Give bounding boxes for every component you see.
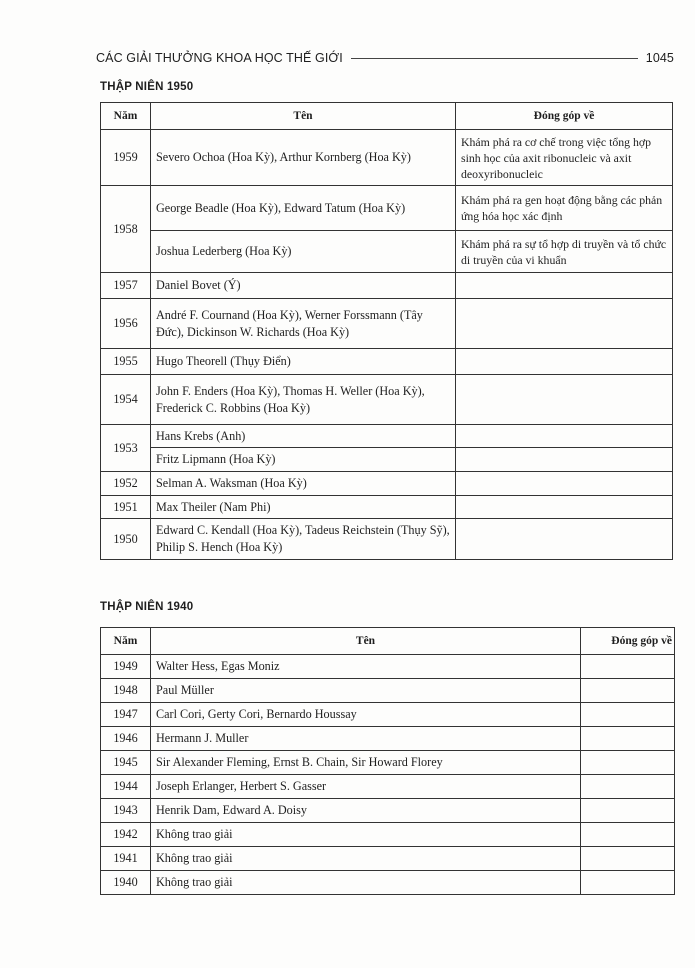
year-cell: 1951	[101, 496, 151, 519]
contribution-cell	[581, 775, 675, 799]
year-cell: 1946	[101, 727, 151, 751]
name-cell: Joshua Lederberg (Hoa Kỳ)	[151, 231, 456, 273]
name-cell: Không trao giải	[151, 871, 581, 895]
year-cell: 1943	[101, 799, 151, 823]
col-header-name: Tên	[151, 103, 456, 130]
table-row	[101, 519, 673, 560]
table-header-row	[101, 103, 673, 130]
name-cell: Selman A. Waksman (Hoa Kỳ)	[151, 472, 456, 496]
name-cell: Daniel Bovet (Ý)	[151, 273, 456, 299]
name-cell: Hermann J. Muller	[151, 727, 581, 751]
name-cell: Severo Ochoa (Hoa Kỳ), Arthur Kornberg (Hoa Kỳ)	[151, 130, 456, 186]
col-header-year: Năm	[101, 103, 151, 130]
contribution-cell	[456, 375, 673, 425]
year-cell: 1950	[101, 519, 151, 560]
year-cell: 1958	[101, 186, 151, 273]
section-title-1940: THẬP NIÊN 1940	[100, 601, 194, 613]
name-cell: Hugo Theorell (Thụy Điển)	[151, 349, 456, 375]
contribution-cell	[456, 349, 673, 375]
table-row	[101, 775, 675, 799]
year-cell: 1955	[101, 349, 151, 375]
running-title: CÁC GIẢI THƯỞNG KHOA HỌC THẾ GIỚI	[96, 51, 343, 65]
year-cell: 1944	[101, 775, 151, 799]
year-cell: 1948	[101, 679, 151, 703]
contribution-cell: Khám phá ra sự tổ hợp di truyền và tổ chức di truyền của vi khuẩn	[456, 231, 673, 273]
page-number: 1045	[645, 51, 674, 65]
contribution-cell	[456, 519, 673, 560]
contribution-cell	[456, 425, 673, 448]
contribution-cell	[581, 823, 675, 847]
table-1950s	[100, 102, 673, 560]
col-header-contribution: Đóng góp về	[456, 103, 673, 130]
table-row	[101, 727, 675, 751]
contribution-cell	[456, 448, 673, 472]
year-cell: 1941	[101, 847, 151, 871]
name-cell: Henrik Dam, Edward A. Doisy	[151, 799, 581, 823]
table-row	[101, 349, 673, 375]
table-row	[101, 655, 675, 679]
name-cell: Paul Müller	[151, 679, 581, 703]
year-cell: 1959	[101, 130, 151, 186]
table-header-row	[101, 628, 675, 655]
year-cell: 1957	[101, 273, 151, 299]
contribution-cell	[581, 655, 675, 679]
contribution-cell	[456, 299, 673, 349]
contribution-cell	[581, 703, 675, 727]
contribution-cell	[581, 799, 675, 823]
year-cell: 1956	[101, 299, 151, 349]
table-row	[101, 130, 673, 186]
name-cell: Joseph Erlanger, Herbert S. Gasser	[151, 775, 581, 799]
year-cell: 1942	[101, 823, 151, 847]
contribution-cell: Khám phá ra gen hoạt động bằng các phản ứng hóa học xác định	[456, 186, 673, 231]
col-header-name: Tên	[151, 628, 581, 655]
header-rule	[351, 58, 638, 59]
name-cell: John F. Enders (Hoa Kỳ), Thomas H. Weller (Hoa Kỳ), Frederick C. Robbins (Hoa Kỳ)	[151, 375, 456, 425]
name-cell: Max Theiler (Nam Phi)	[151, 496, 456, 519]
name-cell: Fritz Lipmann (Hoa Kỳ)	[151, 448, 456, 472]
table-row	[101, 448, 673, 472]
table-row	[101, 425, 673, 448]
table-row	[101, 186, 673, 231]
name-cell: Walter Hess, Egas Moniz	[151, 655, 581, 679]
contribution-cell	[456, 496, 673, 519]
year-cell: 1945	[101, 751, 151, 775]
table-row	[101, 823, 675, 847]
year-cell: 1952	[101, 472, 151, 496]
name-cell: Carl Cori, Gerty Cori, Bernardo Houssay	[151, 703, 581, 727]
year-cell: 1947	[101, 703, 151, 727]
page-header	[96, 50, 674, 66]
table-row	[101, 799, 675, 823]
section-title-1950: THẬP NIÊN 1950	[100, 81, 194, 93]
table-row	[101, 679, 675, 703]
name-cell: Không trao giải	[151, 823, 581, 847]
name-cell: George Beadle (Hoa Kỳ), Edward Tatum (Hoa Kỳ)	[151, 186, 456, 231]
table-row	[101, 299, 673, 349]
contribution-cell: Khám phá ra cơ chế trong việc tổng hợp sinh học của axit ribonucleic và axit deoxyribonucleic	[456, 130, 673, 186]
year-cell: 1940	[101, 871, 151, 895]
contribution-cell	[581, 679, 675, 703]
col-header-year: Năm	[101, 628, 151, 655]
table-row	[101, 375, 673, 425]
contribution-cell	[581, 727, 675, 751]
contribution-cell	[456, 472, 673, 496]
name-cell: Không trao giải	[151, 847, 581, 871]
contribution-cell	[581, 871, 675, 895]
table-row	[101, 703, 675, 727]
table-row	[101, 472, 673, 496]
year-cell: 1954	[101, 375, 151, 425]
contribution-cell	[581, 751, 675, 775]
name-cell: André F. Cournand (Hoa Kỳ), Werner Forssmann (Tây Đức), Dickinson W. Richards (Hoa Kỳ)	[151, 299, 456, 349]
table-row	[101, 847, 675, 871]
year-cell: 1949	[101, 655, 151, 679]
table-row	[101, 871, 675, 895]
name-cell: Hans Krebs (Anh)	[151, 425, 456, 448]
table-row	[101, 273, 673, 299]
table-row	[101, 751, 675, 775]
name-cell: Sir Alexander Fleming, Ernst B. Chain, Sir Howard Florey	[151, 751, 581, 775]
contribution-cell	[581, 847, 675, 871]
table-1940s	[100, 627, 675, 895]
year-cell: 1953	[101, 425, 151, 472]
name-cell: Edward C. Kendall (Hoa Kỳ), Tadeus Reichstein (Thụy Sỹ), Philip S. Hench (Hoa Kỳ)	[151, 519, 456, 560]
table-row	[101, 496, 673, 519]
table-row	[101, 231, 673, 273]
col-header-contribution: Đóng góp về	[581, 628, 675, 655]
contribution-cell	[456, 273, 673, 299]
